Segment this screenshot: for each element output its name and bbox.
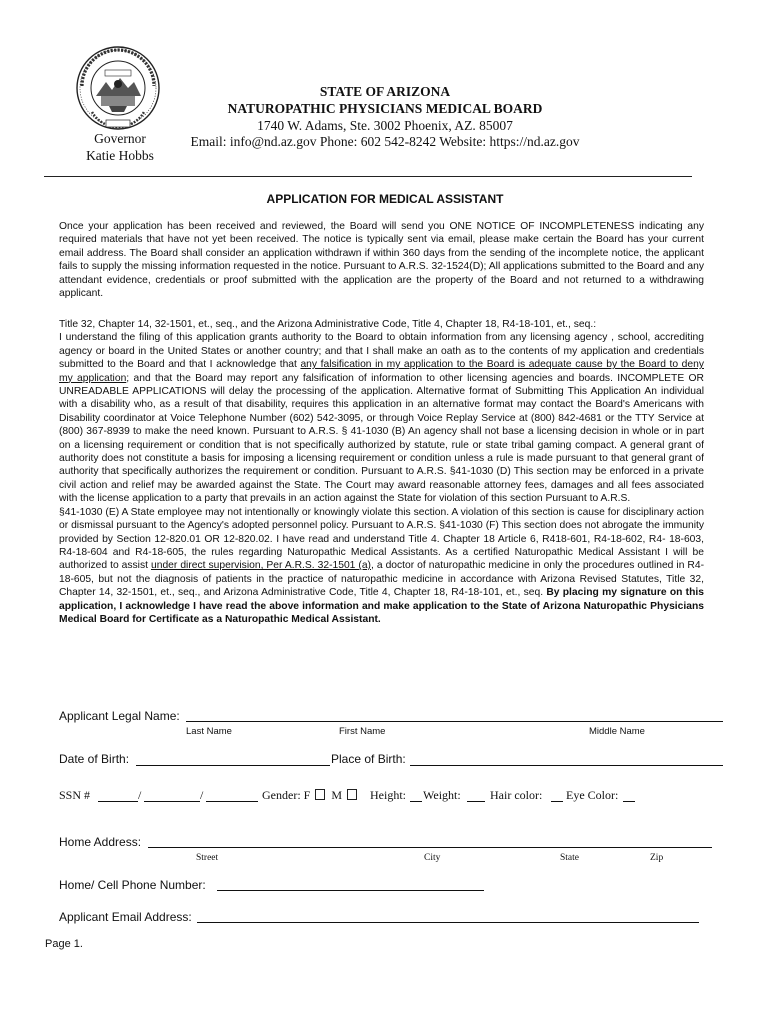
ssn-field-2[interactable]	[144, 801, 200, 802]
state-name: STATE OF ARIZONA	[319, 84, 451, 99]
street-caption: Street	[196, 853, 219, 863]
gender-label: Gender: F	[262, 788, 311, 802]
home-address-label: Home Address:	[59, 835, 142, 849]
weight-label: Weight:	[423, 788, 461, 802]
home-address-field[interactable]	[148, 847, 712, 848]
legal-paragraph-1: I understand the filing of this application grants authority to the Board to obtain information from any licensing agency , school, accrediting agency or board in the United States or another country; and that I shall make an oath as to the contents of my application and credentials submitted to the Board and that I acknowledge that any falsification in my application to the Board is adequate cause by the Board to deny my application; and that the Board may report any falsification of information to other licensing agencies and boards. INCOMPLETE OR UNREADABLE APPLICATIONS will delay the processing of the application. Alternative format of Submitting This Application An individual with a disability who, as a result of that disability, requires this application in an alternative format may contact the Board's Americans with Disability coordinator at Voice Telephone Number (602) 542-3095, or through Voice Replay Service at (800) 842-4681 or the TTY Service at (800) 367-8939 to make the need known. Pursuant to A.R.S. § 41-1030 (B) An agency shall not base a licensing decision in whole or in part on a licensing requirement or condition that is not specifically authorized by statute, rule or state tribal gaming compact. A general grant of authority does not constitute a basis for imposing a licensing requirement or condition unless a rule is made pursuant to that general grant of authority that specifically authorizes the requirement or condition. Pursuant to A.R.S. §41-1030 (D) This section may be enforced in a private civil action and relief may be awarded against the State. The Court may award reasonable attorney fees, damages and all fees associated with the license application to a party that prevails in an action against the State for violation of this section Pursuant to A.R.S.	[59, 332, 704, 505]
pob-field[interactable]	[410, 765, 723, 766]
dob-label: Date of Birth:	[59, 752, 130, 766]
eye-color-label: Eye Color:	[566, 788, 619, 802]
legal-citation: Title 32, Chapter 14, 32-1501, et., seq., and the Arizona Administrative Code, Title 4, Chapter 18, R4-18-101, et., seq.:	[59, 319, 597, 330]
phone-label: Home/ Cell Phone Number:	[59, 878, 206, 892]
state-caption: State	[560, 853, 579, 863]
ssn-separator-2: /	[200, 788, 204, 802]
legal-paragraph-2: §41-1030 (E) A State employee may not intentionally or knowingly violate this section. A violation of this section is cause for disciplinary action or dismissal pursuant to the Agency's adopted personnel policy. Pursuant to A.R.S. §41-1030 (F) This section does not abrogate the immunity provided by Section 12-820.01 OR 12-820.02. I have read and understand Title 4. Chapter 18 Article 6, R418-601, R4-18-602, R4- 18-603, R4-18-604 and R4-18-605, the rules regarding Naturopathic Medical Assistants. As a certified Naturopathic Medical Assistant I will be authorized to assist under direct supervision, Per A.R.S. 32-1501 (a), a doctor of naturopathic medicine in only the procedures outlined in R4-18-605, but not the diagnosis of patients in the practice of naturopathic medicine in accordance with Arizona Revised Statutes, Title 32, Chapter 14, 32-1501, et., seq., and Arizona Administrative Code, Title 4, Chapter 18, R4-18-101, et., seq. By placing my signature on this application, I acknowledge I have read the above information and make application to the State of Arizona Naturopathic Physicians Medical Board for Certificate as a Naturopathic Medical Assistant.	[59, 506, 705, 625]
last-name-caption: Last Name	[186, 726, 232, 737]
eye-color-field[interactable]	[623, 801, 635, 802]
email-field[interactable]	[197, 922, 699, 923]
email-label: Applicant Email Address:	[59, 910, 192, 924]
height-field[interactable]	[410, 801, 422, 802]
ssn-field-1[interactable]	[98, 801, 138, 802]
hair-color-field[interactable]	[551, 801, 563, 802]
intro-paragraph	[59, 220, 704, 300]
governor-name: Katie Hobbs	[86, 148, 154, 163]
ssn-separator-1: /	[138, 788, 142, 802]
board-name: NATUROPATHIC PHYSICIANS MEDICAL BOARD	[227, 101, 543, 116]
board-contact: Email: info@nd.az.gov Phone: 602 542-8242 Website: https://nd.az.gov	[190, 134, 580, 149]
page-number: Page 1.	[45, 938, 83, 950]
phone-field[interactable]	[217, 890, 484, 891]
legal-name-field[interactable]	[186, 721, 723, 722]
intro-text: Once your application has been received and reviewed, the Board will send you ONE NOTICE OF INCOMPLETENESS indicating any required materials that have not yet been received. The notice is typically sent via email, please make certain the Board has your current email address. The Board shall consider an application withdrawn if within 360 days from the sending of the incomplete notice, the applicant fails to supply the missing information requested in the notice. Pursuant to A.R.S. 32-1524(D); All applications submitted to the Board and any attendant evidence, credentials or proof submitted with the application are the property of the Board and not returned to a withdrawing applicant.	[59, 221, 704, 300]
dob-field[interactable]	[136, 765, 330, 766]
gender-m-checkbox[interactable]	[347, 789, 357, 800]
height-label: Height:	[370, 788, 406, 802]
governor-title: Governor	[94, 131, 146, 146]
legal-name-label: Applicant Legal Name:	[59, 709, 180, 723]
board-address: 1740 W. Adams, Ste. 3002 Phoenix, AZ. 85007	[257, 118, 513, 133]
city-caption: City	[424, 853, 441, 863]
ssn-label: SSN #	[59, 788, 91, 802]
weight-field[interactable]	[467, 801, 485, 802]
arizona-state-seal	[76, 46, 160, 130]
middle-name-caption: Middle Name	[589, 726, 645, 737]
hair-color-label: Hair color:	[490, 788, 543, 802]
zip-caption: Zip	[650, 853, 664, 863]
document-title: APPLICATION FOR MEDICAL ASSISTANT	[266, 192, 504, 206]
pob-label: Place of Birth:	[331, 752, 406, 766]
first-name-caption: First Name	[339, 726, 386, 737]
legal-section	[59, 318, 704, 626]
ssn-field-3[interactable]	[206, 801, 258, 802]
gender-m-label: M	[331, 788, 342, 802]
gender-f-checkbox[interactable]	[315, 789, 325, 800]
gender-row	[262, 788, 363, 803]
header-divider	[44, 176, 692, 177]
